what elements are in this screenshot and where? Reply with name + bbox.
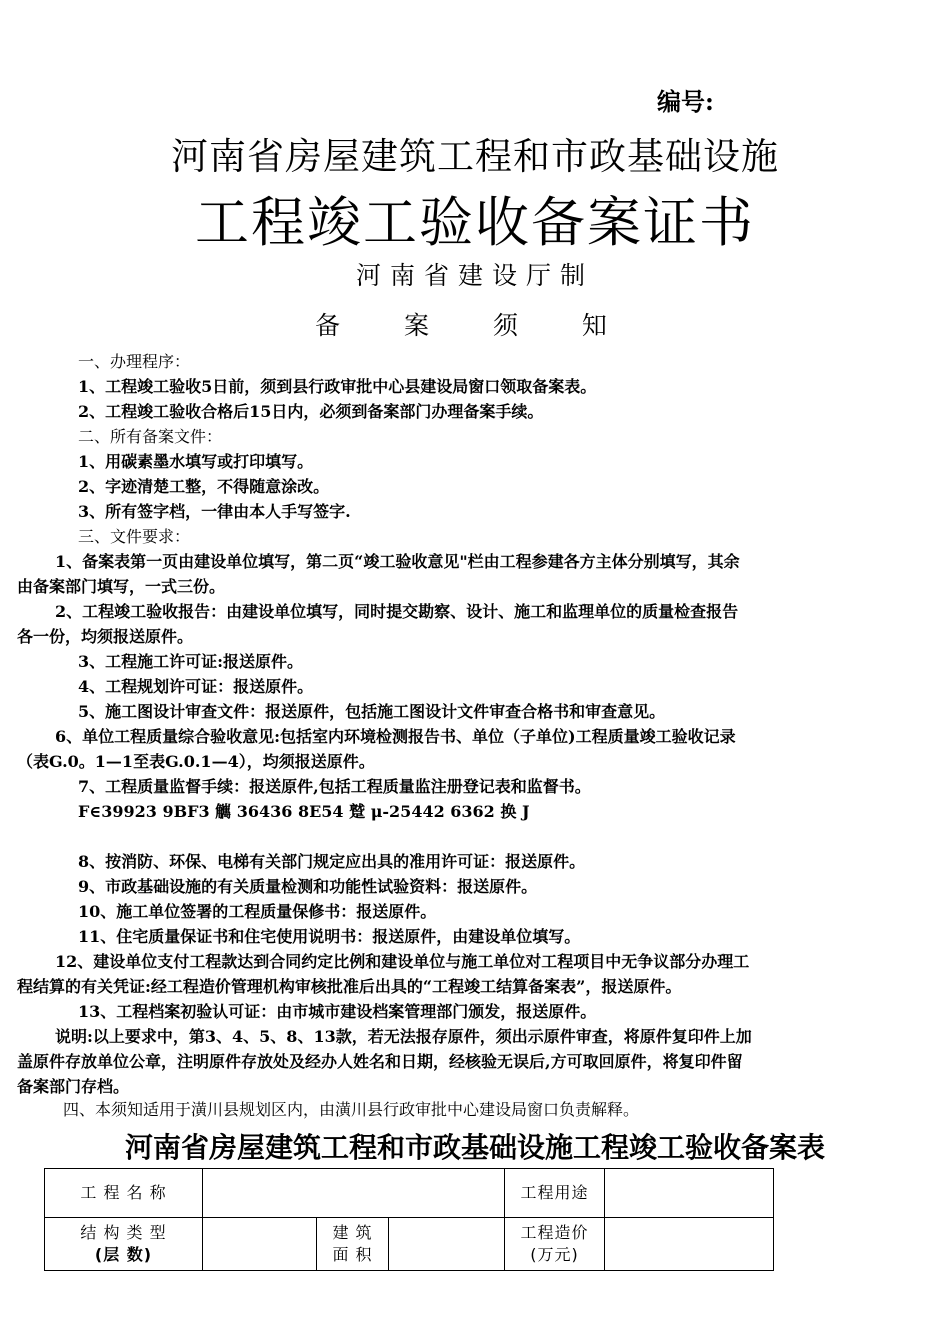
- certificate-title-line1: 河南省房屋建筑工程和市政基础设施: [171, 135, 779, 178]
- structure-type-label-line2: (层 数): [94, 1245, 153, 1264]
- garbled-line: F∈39923 9BF3 觽 36436 8E54 蹵 μ-25442 6362 换 J: [78, 802, 530, 821]
- notice-line: 2、字迹清楚工整，不得随意涂改。: [78, 477, 330, 496]
- project-cost-label-line1: 工程造价: [520, 1223, 589, 1242]
- project-name-field[interactable]: [203, 1169, 505, 1218]
- structure-type-label-line1: 结 构 类 型: [80, 1223, 167, 1242]
- notice-line: 各一份，均须报送原件。: [17, 627, 194, 646]
- notice-line: 10、施工单位签署的工程质量保修书：报送原件。: [78, 902, 437, 921]
- notice-line: 4、工程规划许可证：报送原件。: [78, 677, 314, 696]
- notice-line: 由备案部门填写，一式三份。: [17, 577, 226, 596]
- notice-line: 13、工程档案初验认可证：由市城市建设档案管理部门颁发，报送原件。: [78, 1002, 597, 1021]
- certificate-title-line2: 工程竣工验收备案证书: [195, 191, 755, 254]
- notice-line: 2、工程竣工验收合格后15日内，必须到备案部门办理备案手续。: [78, 402, 544, 421]
- issuer: 河南省建设厅制: [355, 261, 594, 290]
- project-use-label: 工程用途: [505, 1169, 605, 1218]
- notice-line: 3、工程施工许可证:报送原件。: [78, 652, 304, 671]
- section-heading: 二、所有备案文件：: [78, 427, 223, 446]
- form-title: 河南省房屋建筑工程和市政基础设施工程竣工验收备案表: [124, 1131, 825, 1164]
- notice-line: 说明:以上要求中，第3、4、5、8、13款，若无法报存原件，须出示原件审查，将原件复印件上加: [55, 1027, 752, 1046]
- section-heading: 三、文件要求：: [78, 527, 191, 546]
- project-cost-label-line2: (万元): [530, 1245, 579, 1264]
- project-use-field[interactable]: [605, 1169, 774, 1218]
- section-heading: 四、本须知适用于潢川县规划区内，由潢川县行政审批中心建设局窗口负责解释。: [63, 1100, 640, 1119]
- notice-line: 1、用碳素墨水填写或打印填写。: [78, 452, 314, 471]
- notice-line: 12、建设单位支付工程款达到合同约定比例和建设单位与施工单位对工程项目中无争议部分办理工: [55, 952, 750, 971]
- notice-line: 8、按消防、环保、电梯有关部门规定应出具的准用许可证：报送原件。: [78, 852, 586, 871]
- structure-type-field[interactable]: [203, 1218, 317, 1271]
- document-number-label: 编号:: [657, 87, 714, 116]
- notice-line: 6、单位工程质量综合验收意见:包括室内环境检测报告书、单位（子单位)工程质量竣工验收记录: [55, 727, 736, 746]
- notice-line: 7、工程质量监督手续：报送原件,包括工程质量监注册登记表和监督书。: [78, 777, 591, 796]
- notice-line: 盖原件存放单位公章，注明原件存放处及经办人姓名和日期，经核验无误后,方可取回原件，将复印件留: [17, 1052, 743, 1071]
- notice-line: 11、住宅质量保证书和住宅使用说明书：报送原件，由建设单位填写。: [78, 927, 581, 946]
- section-heading: 一、办理程序：: [78, 352, 191, 371]
- notice-line: 备案部门存档。: [17, 1077, 130, 1096]
- building-area-label-line2: 面 积: [332, 1245, 373, 1264]
- project-cost-field[interactable]: [605, 1218, 774, 1271]
- notice-line: 程结算的有关凭证:经工程造价管理机构审核批准后出具的“工程竣工结算备案表”，报送原件。: [17, 977, 682, 996]
- notice-line: 5、施工图设计审查文件：报送原件，包括施工图设计文件审查合格书和审查意见。: [78, 702, 666, 721]
- structure-type-label: [45, 1218, 203, 1271]
- building-area-label: [317, 1218, 389, 1271]
- project-name-label: 工 程 名 称: [45, 1169, 203, 1218]
- notice-title: 备 案 须 知: [315, 311, 635, 340]
- notice-line: （表G.0。1—1至表G.0.1—4），均须报送原件。: [17, 752, 375, 771]
- notice-line: 1、备案表第一页由建设单位填写，第二页“竣工验收意见"栏由工程参建各方主体分别填写，其余: [55, 552, 740, 571]
- notice-line: 1、工程竣工验收5日前，须到县行政审批中心县建设局窗口领取备案表。: [78, 377, 597, 396]
- project-cost-label: [505, 1218, 605, 1271]
- building-area-field[interactable]: [389, 1218, 505, 1271]
- notice-line: 2、工程竣工验收报告：由建设单位填写，同时提交勘察、设计、施工和监理单位的质量检查报告: [55, 602, 739, 621]
- building-area-label-line1: 建 筑: [332, 1223, 373, 1242]
- notice-line: 3、所有签字档，一律由本人手写签字.: [78, 502, 351, 521]
- filing-form-table: [44, 1168, 774, 1271]
- notice-line: 9、市政基础设施的有关质量检测和功能性试验资料：报送原件。: [78, 877, 538, 896]
